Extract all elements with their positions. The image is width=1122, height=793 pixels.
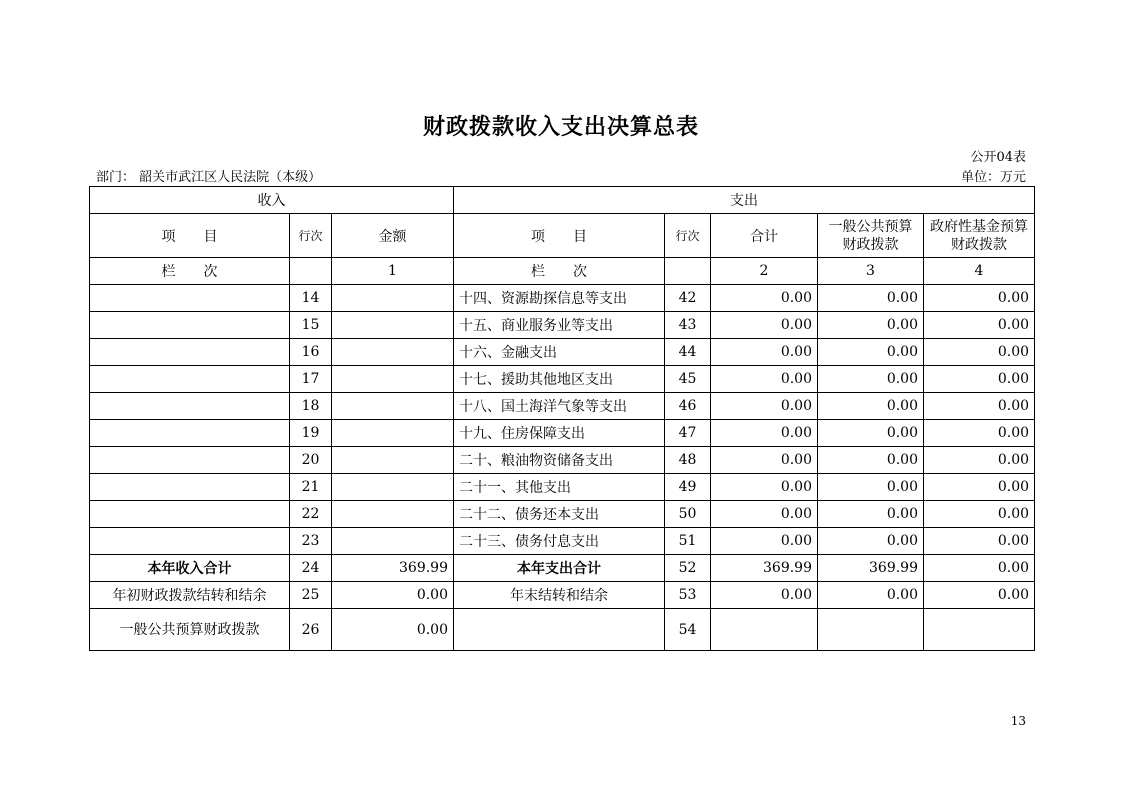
expense-row-no-cell: 44	[665, 339, 711, 366]
general-budget-cell: 0.00	[818, 285, 924, 312]
income-row-no-cell: 18	[290, 393, 332, 420]
income-row-no-header: 行次	[290, 214, 332, 258]
income-row-no-cell: 22	[290, 501, 332, 528]
income-item-cell	[90, 501, 290, 528]
income-item-cell	[90, 312, 290, 339]
unit-label: 单位：万元	[960, 170, 1026, 185]
expense-item-cell: 十五、商业服务业等支出	[454, 312, 665, 339]
expense-item-cell: 十七、援助其他地区支出	[454, 366, 665, 393]
income-item-cell	[90, 447, 290, 474]
gov-fund-cell	[924, 609, 1035, 651]
col-2-seq: 2	[711, 258, 818, 285]
income-section-header: 收入	[90, 187, 454, 214]
summary-row	[90, 555, 1035, 582]
expense-row-no-cell: 45	[665, 366, 711, 393]
income-item-cell	[90, 366, 290, 393]
expense-row-no-header: 行次	[665, 214, 711, 258]
income-row-no-cell: 25	[290, 582, 332, 609]
income-row-no-cell: 26	[290, 609, 332, 651]
income-row-no-cell: 21	[290, 474, 332, 501]
income-row-no-cell: 17	[290, 366, 332, 393]
total-cell: 0.00	[711, 366, 818, 393]
summary-row	[90, 582, 1035, 609]
table-row	[90, 285, 1035, 312]
page-title: 财政拨款收入支出决算总表	[422, 114, 699, 140]
expense-row-no-cell: 49	[665, 474, 711, 501]
total-cell: 0.00	[711, 447, 818, 474]
gov-fund-cell: 0.00	[924, 420, 1035, 447]
income-amount-cell	[332, 420, 454, 447]
gov-fund-cell: 0.00	[924, 555, 1035, 582]
col-4-seq: 4	[924, 258, 1035, 285]
general-budget-cell: 0.00	[818, 393, 924, 420]
total-header: 合计	[711, 214, 818, 258]
header-row-columns	[90, 214, 1035, 258]
income-item-cell	[90, 528, 290, 555]
expense-row-no-cell: 54	[665, 609, 711, 651]
page-number: 13	[1010, 714, 1026, 728]
gov-fund-cell: 0.00	[924, 339, 1035, 366]
income-amount-cell: 369.99	[332, 555, 454, 582]
income-amount-cell	[332, 366, 454, 393]
expense-column-seq: 栏 次	[454, 258, 665, 285]
gov-fund-cell: 0.00	[924, 393, 1035, 420]
budget-table	[89, 186, 1035, 651]
general-budget-cell: 0.00	[818, 447, 924, 474]
income-amount-cell: 0.00	[332, 582, 454, 609]
expense-item-cell: 十八、国土海洋气象等支出	[454, 393, 665, 420]
expense-item-cell: 十九、住房保障支出	[454, 420, 665, 447]
expense-row-no-cell: 47	[665, 420, 711, 447]
income-amount-header: 金额	[332, 214, 454, 258]
general-budget-cell: 0.00	[818, 339, 924, 366]
income-item-cell	[90, 393, 290, 420]
income-amount-cell	[332, 501, 454, 528]
total-cell: 369.99	[711, 555, 818, 582]
total-cell: 0.00	[711, 393, 818, 420]
table-row	[90, 393, 1035, 420]
general-budget-cell: 369.99	[818, 555, 924, 582]
expense-row-no-cell: 46	[665, 393, 711, 420]
expense-row-no-cell: 42	[665, 285, 711, 312]
expense-row-no-cell: 51	[665, 528, 711, 555]
expense-item-cell: 二十一、其他支出	[454, 474, 665, 501]
expense-row-no-cell: 50	[665, 501, 711, 528]
income-item-cell	[90, 339, 290, 366]
total-cell: 0.00	[711, 501, 818, 528]
income-item-cell: 一般公共预算财政拨款	[90, 609, 290, 651]
income-amount-cell	[332, 474, 454, 501]
gov-fund-header: 政府性基金预算财政拨款	[924, 214, 1035, 258]
income-row-no-cell: 19	[290, 420, 332, 447]
general-budget-cell: 0.00	[818, 420, 924, 447]
table-row	[90, 366, 1035, 393]
general-budget-cell: 0.00	[818, 528, 924, 555]
col-3-seq: 3	[818, 258, 924, 285]
total-cell: 0.00	[711, 582, 818, 609]
general-budget-cell: 0.00	[818, 366, 924, 393]
form-number: 公开04表	[970, 150, 1026, 165]
income-row-no-cell: 15	[290, 312, 332, 339]
income-item-cell	[90, 285, 290, 312]
header-row-sections	[90, 187, 1035, 214]
expense-row-no-cell: 43	[665, 312, 711, 339]
expense-item-header: 项 目	[454, 214, 665, 258]
income-amount-cell	[332, 528, 454, 555]
total-cell	[711, 609, 818, 651]
header-row-seq	[90, 258, 1035, 285]
table-row	[90, 420, 1035, 447]
gov-fund-cell: 0.00	[924, 582, 1035, 609]
table-row	[90, 312, 1035, 339]
income-amount-cell	[332, 339, 454, 366]
expense-item-cell: 本年支出合计	[454, 555, 665, 582]
income-amount-cell	[332, 447, 454, 474]
general-budget-cell: 0.00	[818, 582, 924, 609]
income-row-no-cell: 14	[290, 285, 332, 312]
income-item-cell	[90, 474, 290, 501]
total-cell: 0.00	[711, 528, 818, 555]
gov-fund-cell: 0.00	[924, 285, 1035, 312]
income-row-no-cell: 24	[290, 555, 332, 582]
general-budget-header: 一般公共预算财政拨款	[818, 214, 924, 258]
total-cell: 0.00	[711, 420, 818, 447]
income-row-no-cell: 20	[290, 447, 332, 474]
income-item-cell: 本年收入合计	[90, 555, 290, 582]
expense-item-cell: 二十、粮油物资储备支出	[454, 447, 665, 474]
gov-fund-cell: 0.00	[924, 312, 1035, 339]
expense-row-no-cell: 53	[665, 582, 711, 609]
summary-row	[90, 609, 1035, 651]
income-amount-cell	[332, 393, 454, 420]
income-column-seq: 栏 次	[90, 258, 290, 285]
gov-fund-cell: 0.00	[924, 474, 1035, 501]
general-budget-cell	[818, 609, 924, 651]
income-amount-cell	[332, 285, 454, 312]
total-cell: 0.00	[711, 474, 818, 501]
expense-item-cell	[454, 609, 665, 651]
general-budget-cell: 0.00	[818, 474, 924, 501]
gov-fund-cell: 0.00	[924, 501, 1035, 528]
income-row-no-cell: 16	[290, 339, 332, 366]
department-label: 部门： 韶关市武江区人民法院（本级）	[96, 170, 322, 185]
table-row	[90, 528, 1035, 555]
total-cell: 0.00	[711, 285, 818, 312]
income-item-cell: 年初财政拨款结转和结余	[90, 582, 290, 609]
table-row	[90, 474, 1035, 501]
table-row	[90, 501, 1035, 528]
expense-item-cell: 二十二、债务还本支出	[454, 501, 665, 528]
total-cell: 0.00	[711, 312, 818, 339]
gov-fund-cell: 0.00	[924, 528, 1035, 555]
expense-section-header: 支出	[454, 187, 1035, 214]
expense-row-no-cell: 52	[665, 555, 711, 582]
income-amount-cell: 0.00	[332, 609, 454, 651]
income-item-header: 项 目	[90, 214, 290, 258]
income-row-no-cell: 23	[290, 528, 332, 555]
expense-item-cell: 十六、金融支出	[454, 339, 665, 366]
col-1-seq: 1	[332, 258, 454, 285]
general-budget-cell: 0.00	[818, 501, 924, 528]
expense-item-cell: 年末结转和结余	[454, 582, 665, 609]
gov-fund-cell: 0.00	[924, 366, 1035, 393]
total-cell: 0.00	[711, 339, 818, 366]
expense-item-cell: 二十三、债务付息支出	[454, 528, 665, 555]
gov-fund-cell: 0.00	[924, 447, 1035, 474]
income-item-cell	[90, 420, 290, 447]
table-row	[90, 447, 1035, 474]
expense-row-no-cell: 48	[665, 447, 711, 474]
expense-item-cell: 十四、资源勘探信息等支出	[454, 285, 665, 312]
income-amount-cell	[332, 312, 454, 339]
general-budget-cell: 0.00	[818, 312, 924, 339]
table-row	[90, 339, 1035, 366]
